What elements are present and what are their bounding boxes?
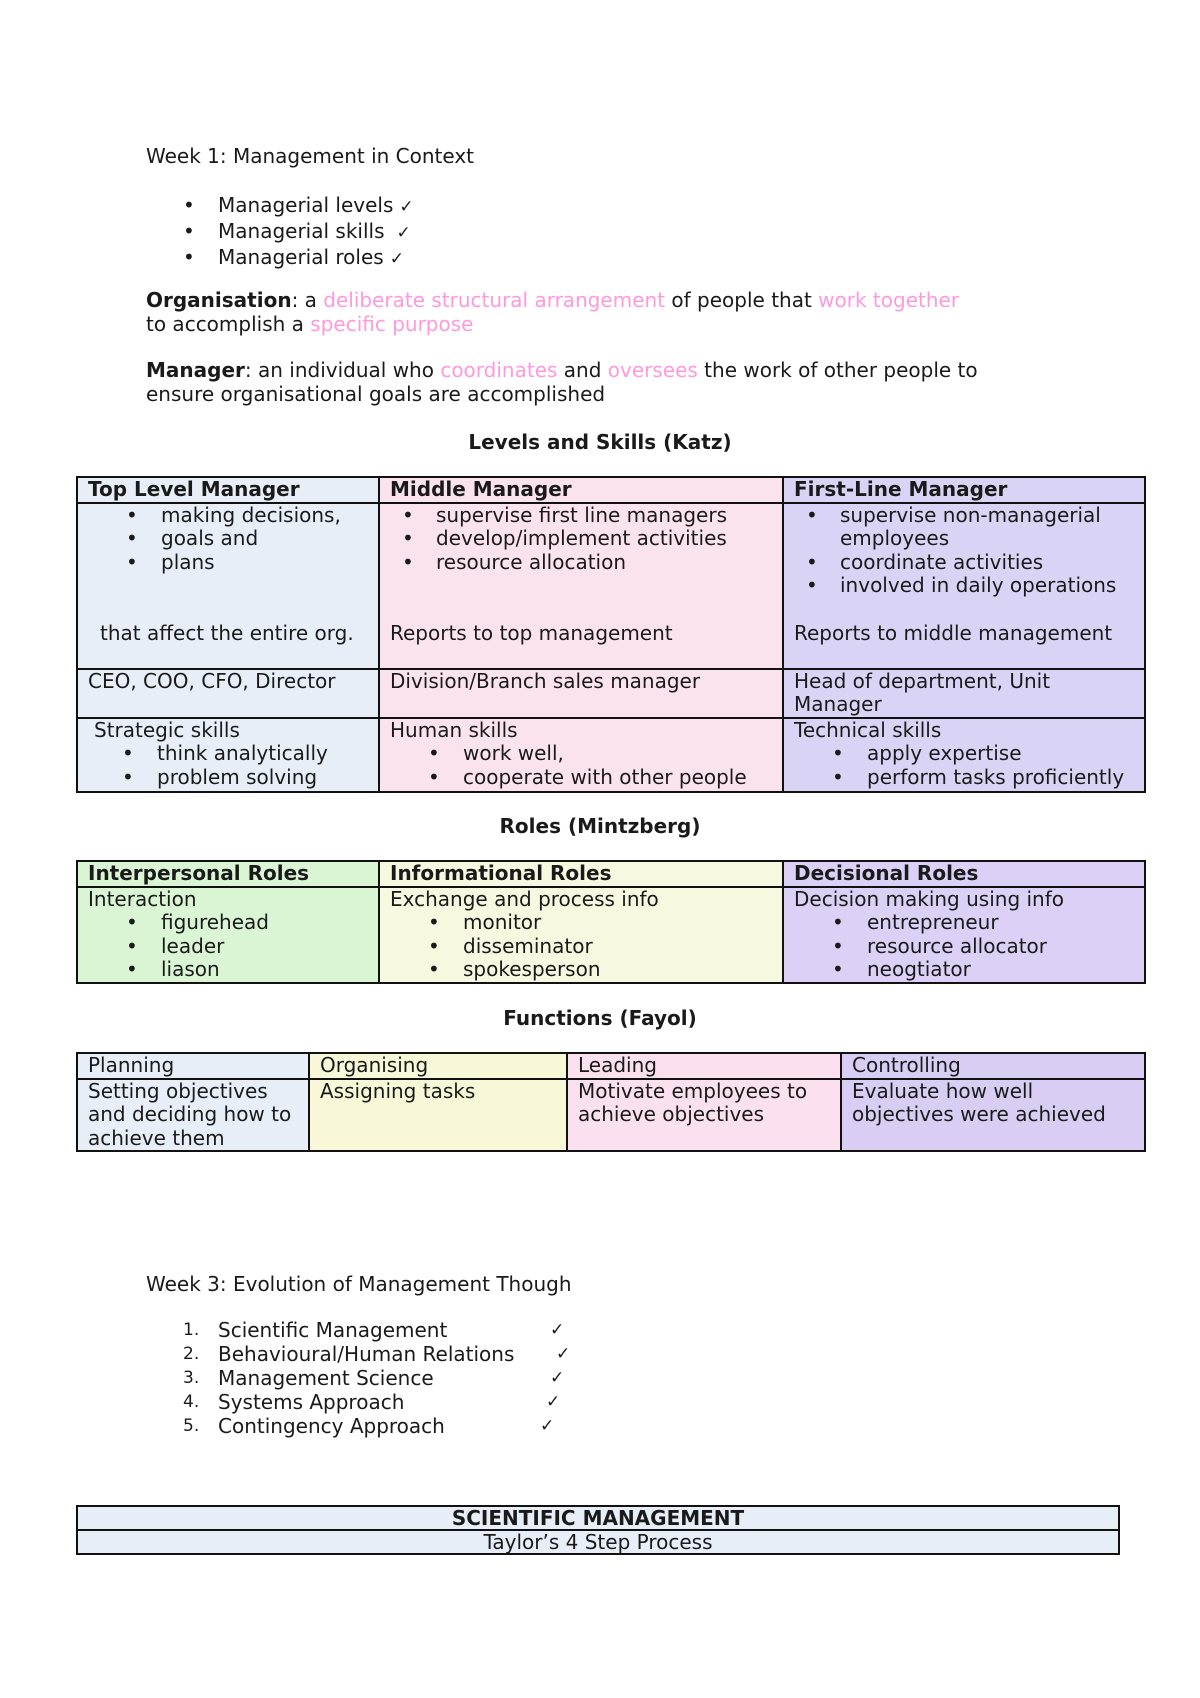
- checkmark-icon: ✓: [396, 223, 411, 243]
- table-cell: [783, 503, 1145, 669]
- list-item: • leader: [88, 935, 368, 959]
- levels-heading: Levels and Skills (Katz): [468, 430, 732, 454]
- week3-list: [146, 1318, 746, 1438]
- table-header: Organising: [309, 1053, 567, 1079]
- table-header: Informational Roles: [379, 861, 783, 887]
- table-header: First-Line Manager: [783, 477, 1145, 503]
- table-cell: Assigning tasks: [309, 1079, 567, 1152]
- week3-title: Week 3: Evolution of Management Though: [146, 1272, 572, 1296]
- list-item: 3. Management Science ✓: [183, 1366, 565, 1390]
- list-item: • apply expertise: [794, 742, 1134, 766]
- table-header: Planning: [77, 1053, 309, 1079]
- table-header: Leading: [567, 1053, 841, 1079]
- cell-note: Reports to middle management: [794, 620, 1113, 645]
- checkmark-icon: ✓: [399, 197, 414, 217]
- list-item: • supervise non-managerial employees: [794, 504, 1134, 551]
- table-cell: [379, 503, 783, 669]
- list-item: • liason: [88, 958, 368, 982]
- skill-label: Human skills: [390, 717, 518, 742]
- table-header: Controlling: [841, 1053, 1145, 1079]
- table-header: Middle Manager: [379, 477, 783, 503]
- table-cell: Setting objectives and deciding how to achieve them: [77, 1079, 309, 1152]
- manager-definition: Manager: an individual who coordinates and oversees the work of other people to ensure organisational goals are accomplished: [146, 358, 978, 406]
- list-item: • develop/implement activities: [390, 527, 772, 551]
- table-cell: [379, 718, 783, 792]
- functions-heading: Functions (Fayol): [503, 1006, 697, 1030]
- roles-table: [76, 860, 1146, 984]
- checkmark-icon: ✓: [389, 249, 404, 269]
- functions-table: [76, 1052, 1146, 1152]
- list-item: • making decisions,: [88, 504, 368, 528]
- table-cell: Evaluate how well objectives were achieved: [841, 1079, 1145, 1152]
- list-item: • think analytically: [84, 742, 368, 766]
- levels-table: [76, 476, 1146, 793]
- checkmark-icon: ✓: [550, 1320, 565, 1340]
- list-item: 2. Behavioural/Human Relations ✓: [183, 1342, 571, 1366]
- table-cell: [77, 718, 379, 792]
- list-item: 1. Scientific Management ✓: [183, 1318, 565, 1342]
- highlight-text: coordinates: [440, 358, 558, 382]
- list-item: • spokesperson: [390, 958, 772, 982]
- list-item: • entrepreneur: [794, 911, 1134, 935]
- table-cell: Head of department, Unit Manager: [783, 669, 1145, 718]
- list-item: • cooperate with other people: [390, 766, 772, 790]
- list-item: • involved in daily operations: [794, 574, 1134, 598]
- list-item: • goals and: [88, 527, 368, 551]
- list-item: • Managerial roles ✓: [146, 245, 646, 271]
- skill-label: Strategic skills: [94, 717, 240, 742]
- week1-title: Week 1: Management in Context: [146, 144, 475, 168]
- table-header: Top Level Manager: [77, 477, 379, 503]
- scientific-management-table: [76, 1505, 1120, 1555]
- table-cell: Interaction • figurehead • leader • liason: [77, 887, 379, 983]
- list-item: • monitor: [390, 911, 772, 935]
- cell-note: Reports to top management: [390, 621, 673, 645]
- list-item: • neogtiator: [794, 958, 1134, 982]
- list-item: • Managerial levels ✓: [146, 193, 646, 219]
- highlight-text: oversees: [607, 358, 698, 382]
- list-item: • figurehead: [88, 911, 368, 935]
- table-cell: Motivate employees to achieve objectives: [567, 1079, 841, 1152]
- list-item: • supervise first line managers: [390, 504, 772, 528]
- highlight-text: work together: [818, 288, 960, 312]
- table-header: Interpersonal Roles: [77, 861, 379, 887]
- list-item: • resource allocator: [794, 935, 1134, 959]
- organisation-term: Organisation: [146, 288, 292, 312]
- table-header: SCIENTIFIC MANAGEMENT: [77, 1506, 1119, 1530]
- list-item: • perform tasks proficiently: [794, 766, 1134, 790]
- table-cell: [783, 718, 1145, 792]
- cell-note: that affect the entire org.: [100, 621, 354, 645]
- table-header: Decisional Roles: [783, 861, 1145, 887]
- highlight-text: deliberate structural arrangement: [323, 288, 666, 312]
- list-item: 5. Contingency Approach ✓: [183, 1414, 555, 1438]
- organisation-definition: Organisation: a deliberate structural arrangement of people that work together to accomplish a specific purpose: [146, 288, 960, 336]
- checkmark-icon: ✓: [546, 1392, 561, 1412]
- highlight-text: specific purpose: [310, 312, 474, 336]
- roles-heading: Roles (Mintzberg): [499, 814, 701, 838]
- manager-term: Manager: [146, 358, 245, 382]
- table-cell: Division/Branch sales manager: [379, 669, 783, 718]
- list-item: • resource allocation: [390, 551, 772, 575]
- skill-label: Technical skills: [794, 717, 942, 742]
- list-item: 4. Systems Approach ✓: [183, 1390, 561, 1414]
- list-item: • problem solving: [84, 766, 368, 790]
- list-item: • work well,: [390, 742, 772, 766]
- list-item: • coordinate activities: [794, 551, 1134, 575]
- week1-list: [146, 193, 646, 271]
- checkmark-icon: ✓: [550, 1368, 565, 1388]
- list-item: • plans: [88, 551, 368, 575]
- list-item: • Managerial skills ✓: [146, 219, 646, 245]
- checkmark-icon: ✓: [540, 1416, 555, 1436]
- checkmark-icon: ✓: [556, 1344, 571, 1364]
- table-cell: [77, 503, 379, 669]
- table-cell: Taylor’s 4 Step Process: [77, 1530, 1119, 1554]
- table-cell: Decision making using info • entrepreneur • resource allocator • neogtiator: [783, 887, 1145, 983]
- table-cell: CEO, COO, CFO, Director: [77, 669, 379, 718]
- list-item: • disseminator: [390, 935, 772, 959]
- table-cell: Exchange and process info • monitor • disseminator • spokesperson: [379, 887, 783, 983]
